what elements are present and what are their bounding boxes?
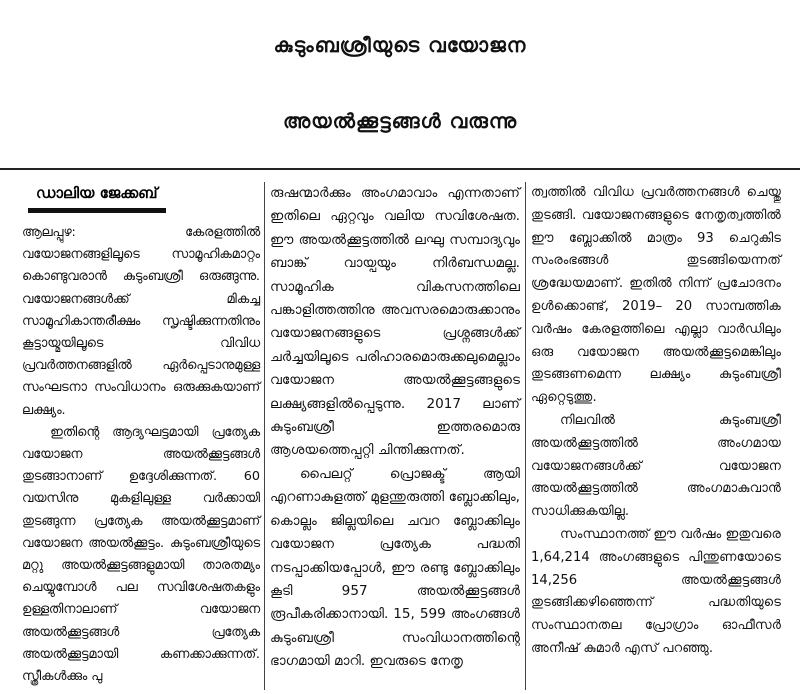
paragraph: പൈലറ്റ് പ്രൊജക്ട് ആയി എറണാകുളത്ത് മുളന്തുരുത്തി ബ്ലോക്കിലും, കൊല്ലം ജില്ലയിലെ ചവറ ബ്ലോക്കിലും വയോജന പ്രത്യേക പദ്ധതി നടപ്പാക്കിയപ്പോൾ, ഈ രണ്ടു ബ്ലോക്കിലും കൂടി 957 അയൽക്കൂട്ടങ്ങൾ രൂപീകരിക്കാനായി. 15, 599 അംഗങ്ങൾ കുടുംബശ്രീ സംവിധാനത്തിന്റെ ഭാഗമായി മാറി. ഇവരുടെ നേതൃ (270, 465, 520, 670)
byline: ഡാലിയ ജേക്കബ് (28, 180, 166, 213)
column-divider (525, 182, 526, 690)
article-column-2 (270, 182, 520, 674)
headline-line-2: അയൽക്കൂട്ടങ്ങൾ വരുന്നു (282, 109, 518, 133)
paragraph: ത്വത്തിൽ വിവിധ പ്രവർത്തനങ്ങൾ ചെയ്തു തുടങ്ങി. വയോജനങ്ങളുടെ നേതൃത്വത്തിൽ ഈ ബ്ലോക്കിൽ മാത്രം 93 ചെറുകിട സംരംഭങ്ങൾ തുടങ്ങിയെന്നത് ശ്രദ്ധേയമാണ്. ഇതിൽ നിന്ന് പ്രചോദനം ഉൾക്കൊണ്ട്, 2019– 20 സാമ്പത്തിക വർഷം കേരളത്തിലെ എല്ലാ വാർഡിലും ഒരു വയോജന അയൽക്കൂട്ടമെങ്കിലും തുടങ്ങണമെന്ന ലക്ഷ്യം കുടുംബശ്രീ ഏറ്റെടുത്തു. (531, 185, 781, 406)
paragraph: സംസ്ഥാനത്ത് ഈ വർഷം ഇതുവരെ 1,64,214 അംഗങ്ങളുടെ പിന്തുണയോടെ 14,256 അയൽക്കൂട്ടങ്ങൾ തുടങ്ങിക്കഴിഞ്ഞെന്ന് പദ്ധതിയുടെ സംസ്ഥാനതല പ്രോഗ്രാം ഓഫീസർ അനീഷ് കുമാർ എസ് പറഞ്ഞു. (531, 526, 781, 656)
paragraph: ആലപ്പുഴ: കേരളത്തിൽ വയോജനങ്ങളിലൂടെ സാമൂഹികമാറ്റം കൊണ്ടുവരാൻ കുടുംബശ്രീ ഒരുങ്ങുന്നു. വയോജനങ്ങൾക്ക് മികച്ച സാമൂഹികാന്തരീക്ഷം സൃഷ്ടിക്കുന്നതിനും കൂട്ടായ്മയിലൂടെ വിവിധ പ്രവർത്തനങ്ങളിൽ ഏർപ്പെടാനുമുള്ള സംഘടനാ സംവിധാനം ഒരുക്കുകയാണ് ലക്ഷ്യം. (22, 225, 260, 418)
article-column-1 (22, 222, 260, 688)
headline-divider (0, 168, 800, 170)
headline-line-1: കുടുംബശ്രീയുടെ വയോജന (273, 33, 527, 57)
article-column-3 (531, 182, 781, 661)
paragraph: രുഷന്മാർക്കും അംഗമാവാം എന്നതാണ് ഇതിലെ ഏറ്റവും വലിയ സവിശേഷത. ഈ അയൽക്കൂട്ടത്തിൽ ലഘു സമ്പാദ്യവും ബാങ്ക് വായ്പയും നിർബന്ധമല്ല. സാമൂഹിക വികസനത്തിലെ പങ്കാളിത്തത്തിനു അവസരമൊരുക്കാനും വയോജനങ്ങളുടെ പ്രശ്നങ്ങൾക്ക് ചർച്ചയിലൂടെ പരിഹാരമൊരുക്കലുമെല്ലാം വയോജന അയൽക്കൂട്ടങ്ങളുടെ ലക്ഷ്യങ്ങളിൽപ്പെടുന്നു. 2017 ലാണ് കുടുംബശ്രീ ഇത്തരമൊരു ആശയത്തെപ്പറ്റി ചിന്തിക്കുന്നത്. (270, 185, 520, 459)
paragraph: നിലവിൽ കുടുംബശ്രീ അയൽക്കൂട്ടത്തിൽ അംഗമായ വയോജനങ്ങൾക്ക് വയോജന അയൽക്കൂട്ടത്തിൽ അംഗമാകുവാൻ സാധിക്കുകയില്ല. (531, 412, 781, 520)
column-divider (264, 182, 265, 690)
paragraph: ഇതിന്റെ ആദ്യഘട്ടമായി പ്രത്യേക വയോജന അയൽക്കൂട്ടങ്ങൾ തുടങ്ങാനാണ് ഉദ്ദേശിക്കുന്നത്. 60 വയസിനു മുകളിലുള്ള വർക്കായി തുടങ്ങുന്ന പ്രത്യേക അയൽക്കൂട്ടമാണ് വയോജന അയൽക്കൂട്ടം. കുടുംബശ്രീയുടെ മറ്റു അയൽക്കൂട്ടങ്ങളുമായി താരതമ്യം ചെയ്യുമ്പോൾ പല സവിശേഷതകളും ഉള്ളതിനാലാണ് വയോജന അയൽക്കൂട്ടങ്ങൾ പ്രത്യേക അയൽക്കൂട്ടമായി കണക്കാക്കുന്നത്. സ്ത്രീകൾക്കും പു (22, 424, 260, 685)
